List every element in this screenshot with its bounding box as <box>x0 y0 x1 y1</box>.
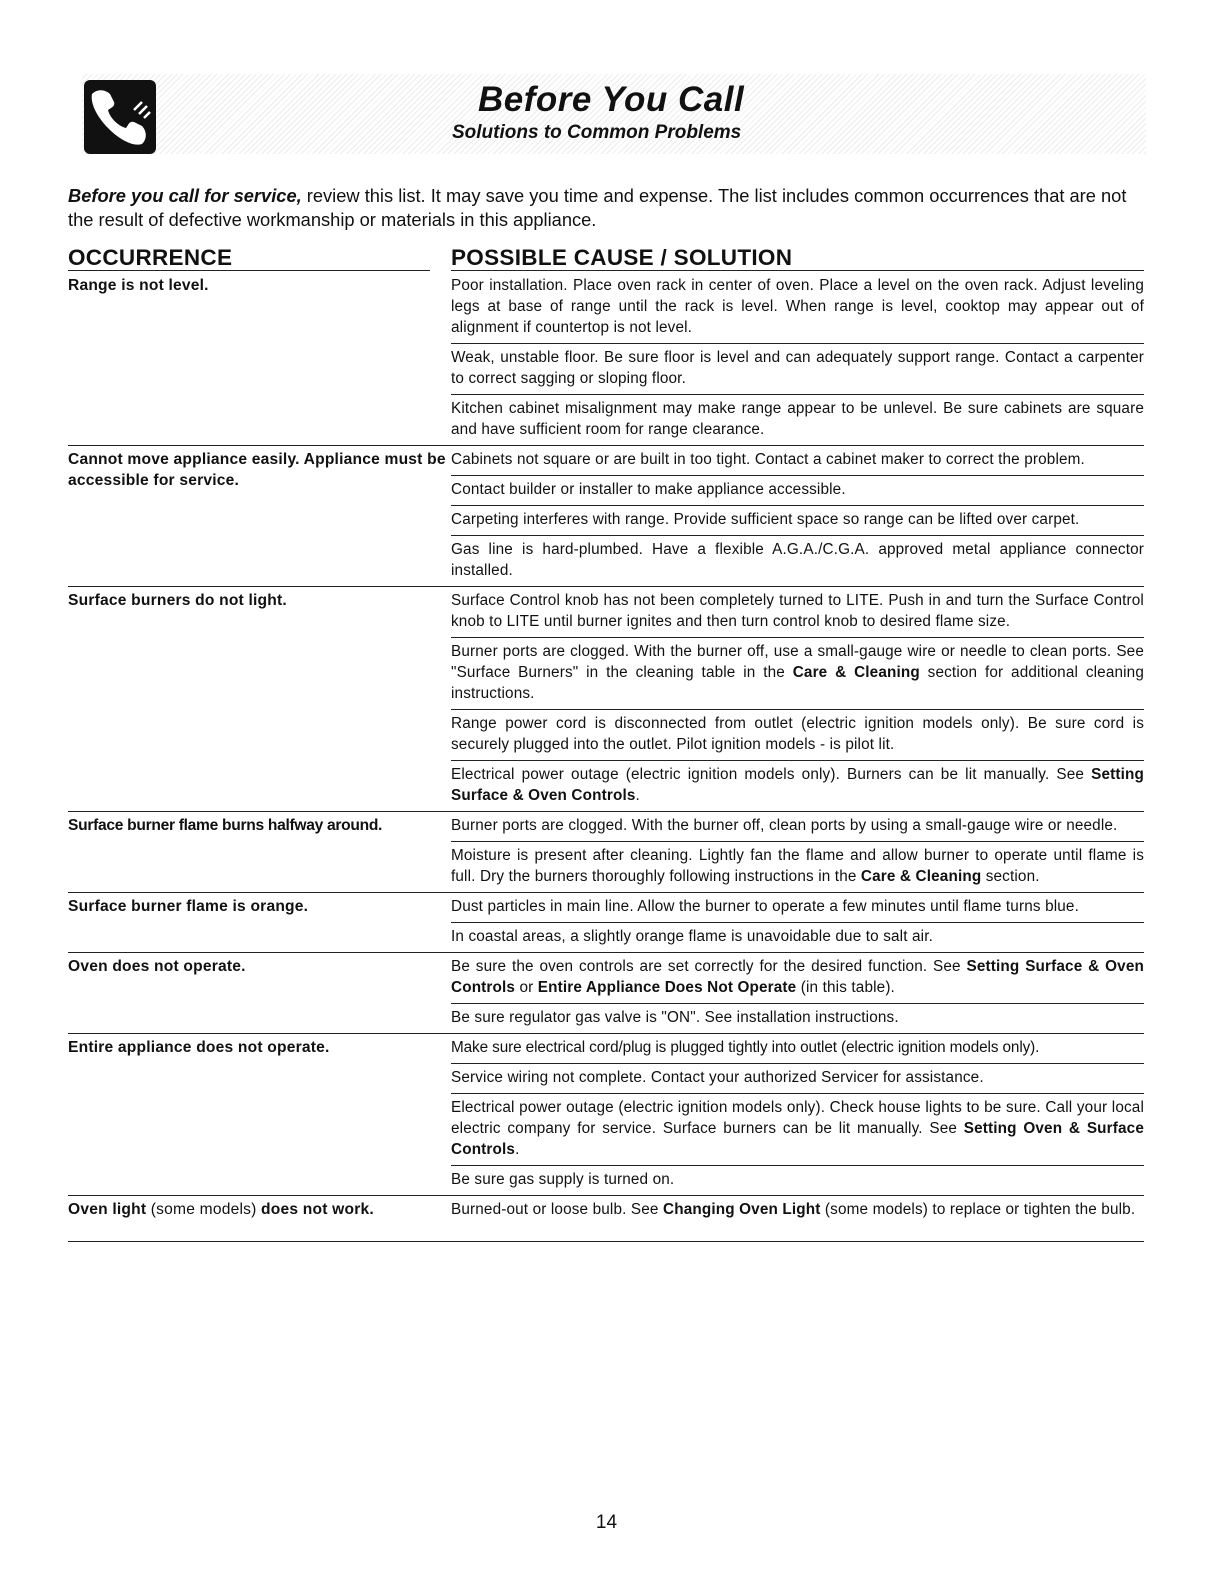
solution-item: Cabinets not square or are built in too tight. Contact a cabinet maker to correct the problem. <box>451 451 1085 468</box>
solution-item <box>451 841 1144 892</box>
solution-item: Service wiring not complete. Contact your authorized Servicer for assistance. <box>451 1063 1144 1093</box>
solution-item <box>451 637 1144 709</box>
solution-text: Burner ports are clogged. With the burner off, use a small-gauge wire or needle to clean ports. See "Surface Burners" in the cleaning table in the <box>451 643 1144 681</box>
solution-header-rule <box>451 270 1144 271</box>
solution-text: Moisture is present after cleaning. Lightly fan the flame and allow burner to operate until flame is full. Dry the burners thoroughly following instructions in the <box>451 847 1144 885</box>
solution-text: section for additional cleaning instructions. <box>451 664 1144 702</box>
solution-item: Be sure gas supply is turned on. <box>451 1165 1144 1195</box>
solution-text: section. <box>981 868 1040 885</box>
occurrence-cell: Surface burners do not light. <box>68 592 287 609</box>
occurrence-text: does not work. <box>261 1201 374 1218</box>
intro-lead: Before you call for service, <box>68 185 302 206</box>
occurrence-header: OCCURRENCE <box>68 245 233 270</box>
occurrence-cell: Entire appliance does not operate. <box>68 1039 330 1056</box>
table-row <box>68 587 1144 812</box>
occurrence-cell: Surface burner flame burns halfway around. <box>68 817 383 834</box>
table-row <box>68 1034 1144 1196</box>
solution-item: Poor installation. Place oven rack in center of oven. Place a level on the oven rack. Adjust leveling legs at base of range until the rack is level. When range is level, cooktop may appear out of alignment if countertop is not level. <box>451 277 1144 336</box>
solution-item: Range power cord is disconnected from outlet (electric ignition models only). Be sure cord is securely plugged into the outlet. Pilot ignition models - is pilot lit. <box>451 709 1144 760</box>
occurrence-text: Oven light <box>68 1201 147 1218</box>
solution-text: Burned-out or loose bulb. See <box>451 1201 663 1218</box>
intro-paragraph <box>68 184 1148 232</box>
section-reference: Setting Surface & Oven Controls <box>451 766 1144 804</box>
solution-text: or <box>515 979 538 996</box>
section-reference: Setting Oven & Surface Controls <box>451 1120 1144 1158</box>
solution-item: Dust particles in main line. Allow the burner to operate a few minutes until flame turns blue. <box>451 898 1079 915</box>
solution-item: Be sure regulator gas valve is "ON". See installation instructions. <box>451 1003 1144 1033</box>
table-row <box>68 446 1144 587</box>
solution-item: Gas line is hard-plumbed. Have a flexible A.G.A./C.G.A. approved metal appliance connector installed. <box>451 535 1144 586</box>
solution-item: Contact builder or installer to make appliance accessible. <box>451 475 1144 505</box>
solution-item <box>451 1196 1144 1225</box>
occurrence-cell <box>68 1196 451 1225</box>
solution-item <box>451 760 1144 811</box>
section-reference: Changing Oven Light <box>663 1201 821 1218</box>
occurrence-header-rule <box>68 270 430 271</box>
solution-text: Be sure the oven controls are set correctly for the desired function. See <box>451 958 967 975</box>
solution-item: Make sure electrical cord/plug is plugged tightly into outlet (electric ignition models only). <box>451 1039 1040 1056</box>
solution-text: . <box>515 1141 520 1158</box>
solution-text: . <box>635 787 640 804</box>
occurrence-cell: Oven does not operate. <box>68 958 246 975</box>
solution-text: (in this table). <box>796 979 895 996</box>
occurrence-cell: Range is not level. <box>68 277 209 294</box>
section-reference: Entire Appliance Does Not Operate <box>537 979 797 996</box>
telephone-icon <box>84 80 156 154</box>
solution-item: Burner ports are clogged. With the burner off, clean ports by using a small-gauge wire or needle. <box>451 817 1118 834</box>
table-row <box>68 893 1144 953</box>
occurrence-cell: Cannot move appliance easily. Appliance must be accessible for service. <box>68 451 446 489</box>
table-row <box>68 812 1144 893</box>
page-subtitle: Solutions to Common Problems <box>452 122 742 143</box>
solution-item <box>451 953 1144 1003</box>
section-reference: Care & Cleaning <box>860 868 982 885</box>
solution-header: POSSIBLE CAUSE / SOLUTION <box>451 245 793 270</box>
solution-item: Carpeting interferes with range. Provide sufficient space so range can be lifted over carpet. <box>451 505 1144 535</box>
page-number: 14 <box>595 1512 618 1533</box>
solution-text: (some models) to replace or tighten the bulb. <box>820 1201 1136 1218</box>
table-row <box>68 1196 1144 1242</box>
troubleshooting-table <box>68 272 1144 1242</box>
table-row <box>68 272 1144 446</box>
solution-item: In coastal areas, a slightly orange flame is unavoidable due to salt air. <box>451 922 1144 952</box>
solution-text: Electrical power outage (electric ignition models only). Check house lights to be sure. Call your local electric company for service. Surface burners can be lit manually. See <box>451 1099 1144 1137</box>
section-reference: Setting Surface & Oven Controls <box>451 958 1144 996</box>
table-row <box>68 953 1144 1034</box>
intro-text: review this list. It may save you time and expense. The list includes common occurrences that are not the result of defective workmanship or materials in this appliance. <box>68 185 1127 230</box>
solution-item <box>451 1093 1144 1165</box>
solution-item: Weak, unstable floor. Be sure floor is level and can adequately support range. Contact a carpenter to correct sagging or sloping floor. <box>451 343 1144 394</box>
occurrence-note: (some models) <box>146 1201 262 1218</box>
solution-item: Surface Control knob has not been completely turned to LITE. Push in and turn the Surface Control knob to LITE until burner ignites and then turn control knob to desired flame size. <box>451 592 1144 630</box>
page-title: Before You Call <box>478 80 745 119</box>
occurrence-cell: Surface burner flame is orange. <box>68 898 309 915</box>
solution-item: Kitchen cabinet misalignment may make range appear to be unlevel. Be sure cabinets are square and have sufficient room for range clearance. <box>451 394 1144 445</box>
section-reference: Care & Cleaning <box>792 664 920 681</box>
solution-text: Electrical power outage (electric ignition models only). Burners can be lit manually. See <box>451 766 1092 783</box>
